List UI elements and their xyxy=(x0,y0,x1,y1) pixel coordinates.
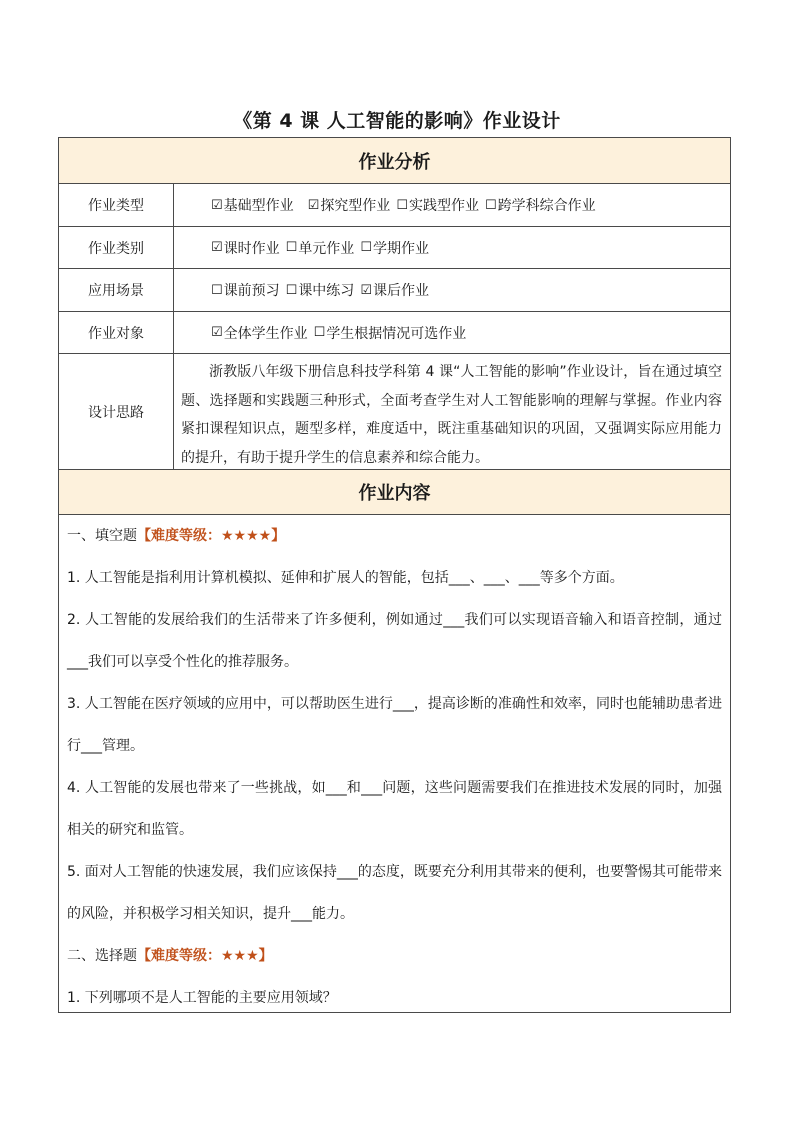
row-assignment-target xyxy=(59,312,730,354)
option-label: 课后作业 xyxy=(372,283,429,299)
option-all-students[interactable] xyxy=(211,323,308,343)
option-label: 基础型作业 xyxy=(223,198,294,214)
option-label: 课时作业 xyxy=(223,240,280,257)
option-in-class[interactable] xyxy=(286,280,355,300)
section-multiple-choice xyxy=(67,935,722,977)
option-label: 学期作业 xyxy=(372,240,429,257)
row-label: 作业对象 xyxy=(59,312,174,353)
option-unit[interactable] xyxy=(286,238,355,258)
option-label: 实践型作业 xyxy=(408,198,479,214)
option-label: 学生根据情况可选作业 xyxy=(326,325,467,342)
option-label: 课中练习 xyxy=(298,283,355,299)
content-header: 作业内容 xyxy=(59,470,730,515)
document-title: 《第 4 课 人工智能的影响》作业设计 xyxy=(233,110,561,132)
option-interdisciplinary[interactable] xyxy=(485,195,596,215)
assignment-table xyxy=(58,137,731,1013)
checkbox-icon: ☑ xyxy=(211,197,223,213)
section-title: 二、选择题 xyxy=(67,948,137,964)
checkbox-icon: ☑ xyxy=(211,325,223,340)
option-preview[interactable] xyxy=(211,280,280,300)
checkbox-icon: ☑ xyxy=(307,197,320,213)
checkbox-icon: ☑ xyxy=(360,282,372,298)
section-title: 一、填空题 xyxy=(67,528,137,544)
checkbox-icon: ☐ xyxy=(285,240,298,255)
row-assignment-category xyxy=(59,227,730,269)
option-semester[interactable] xyxy=(360,238,429,258)
analysis-header: 作业分析 xyxy=(59,138,730,184)
row-label: 应用场景 xyxy=(59,269,174,311)
option-inquiry[interactable] xyxy=(308,195,391,215)
option-lesson[interactable] xyxy=(211,238,280,258)
row-options xyxy=(211,269,720,311)
difficulty-badge: 【难度等级：★★★】 xyxy=(137,948,273,964)
question-5: 5. 面对人工智能的快速发展，我们应该保持___的态度，既要充分利用其带来的便利，也要警惕其可能带来的风险，并积极学习相关知识，提升___能力。 xyxy=(67,864,722,922)
question-2: 2. 人工智能的发展给我们的生活带来了许多便利，例如通过___我们可以实现语音输入和语音控制，通过___我们可以享受个性化的推荐服务。 xyxy=(67,612,722,670)
row-options xyxy=(211,184,720,226)
choice-question-1: 1. 下列哪项不是人工智能的主要应用领域？ xyxy=(67,990,337,1006)
checkbox-icon: ☐ xyxy=(285,282,298,298)
design-thinking-text: 浙教版八年级下册信息科技学科第 4 课“人工智能的影响”作业设计，旨在通过填空题、选择题和实践题三种形式，全面考查学生对人工智能影响的理解与掌握。作业内容紧扣课程知识点，题型多样，难度适中，既注重基础知识的巩固，又强调实际应用能力的提升，有助于提升学生的信息素养和综合能力。 xyxy=(181,364,722,466)
option-label: 课前预习 xyxy=(223,283,280,299)
checkbox-icon: ☐ xyxy=(313,325,326,340)
row-label: 作业类别 xyxy=(59,227,174,268)
checkbox-icon: ☐ xyxy=(484,197,497,213)
section-fill-blank xyxy=(67,515,722,557)
option-after-class[interactable] xyxy=(360,280,429,300)
checkbox-icon: ☐ xyxy=(211,282,223,298)
option-practice[interactable] xyxy=(396,195,479,215)
checkbox-icon: ☐ xyxy=(360,240,372,255)
row-label: 作业类型 xyxy=(59,184,174,226)
question-3: 3. 人工智能在医疗领域的应用中，可以帮助医生进行___，提高诊断的准确性和效率，同时也能辅助患者进行___管理。 xyxy=(67,696,722,754)
option-optional[interactable] xyxy=(314,323,467,343)
row-application-scenario xyxy=(59,269,730,312)
row-design-thinking xyxy=(59,354,730,470)
option-label: 单元作业 xyxy=(298,240,355,257)
question-4: 4. 人工智能的发展也带来了一些挑战，如___和___问题，这些问题需要我们在推进技术发展的同时，加强相关的研究和监管。 xyxy=(67,780,722,838)
checkbox-icon: ☑ xyxy=(211,240,223,255)
option-label: 跨学科综合作业 xyxy=(497,198,596,214)
question-1: 1. 人工智能是指利用计算机模拟、延伸和扩展人的智能，包括___、___、___等多个方面。 xyxy=(67,570,624,586)
difficulty-badge: 【难度等级：★★★★】 xyxy=(137,528,286,544)
checkbox-icon: ☐ xyxy=(396,197,408,213)
option-basic[interactable] xyxy=(211,195,294,215)
option-label: 全体学生作业 xyxy=(223,325,308,342)
row-assignment-type xyxy=(59,184,730,227)
row-label: 设计思路 xyxy=(59,354,174,469)
row-options xyxy=(211,312,720,353)
row-options xyxy=(211,227,720,268)
option-label: 探究型作业 xyxy=(320,198,391,214)
